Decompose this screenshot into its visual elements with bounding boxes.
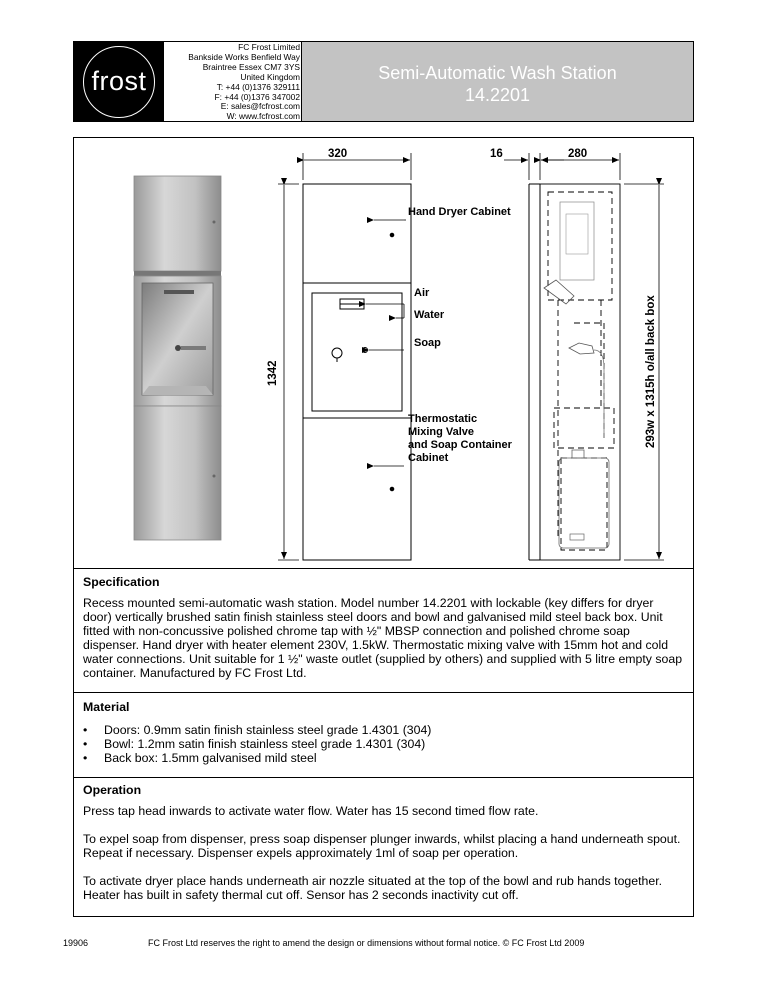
operation-heading: Operation: [83, 783, 142, 797]
document-code: 19906: [63, 938, 89, 948]
drawing-svg: [74, 138, 693, 568]
operation-paragraph: Press tap head inwards to activate water flow. Water has 15 second timed flow rate.: [83, 804, 539, 818]
material-item: • Doors: 0.9mm satin finish stainless steel grade 1.4301 (304): [83, 723, 684, 737]
dimension-height: [278, 184, 299, 560]
address-line: Bankside Works Benfield Way: [188, 51, 300, 62]
label-air: Air: [414, 287, 430, 299]
product-photo: [134, 176, 221, 540]
dimension-width-label: 320: [328, 148, 348, 160]
label-mixing-line3: and Soap Container: [408, 439, 512, 451]
label-mixing-line1: Thermostatic: [408, 413, 478, 425]
footer-disclaimer: FC Frost Ltd reserves the right to amend the design or dimensions without formal notice. © FC Frost Ltd 2009: [148, 938, 585, 948]
product-title: Semi-Automatic Wash Station: [378, 62, 617, 83]
address-line: FC Frost Limited: [238, 42, 300, 52]
address-line: Braintree Essex CM7 3YS: [202, 61, 300, 72]
product-title-box: [301, 42, 693, 121]
specification-heading: Specification: [83, 575, 160, 589]
operation-paragraph: To expel soap from dispenser, press soap dispenser plunger inwards, whilst placing a hand underneath spout. Repeat if necessary. Dispenser expels approximately 1ml of soap per operation.: [83, 832, 681, 860]
label-mixing-line2: Mixing Valve: [408, 426, 475, 438]
specification-section: [74, 575, 693, 693]
label-soap: Soap: [414, 337, 441, 349]
address-phone: T: +44 (0)1376 329111: [216, 81, 300, 92]
logo-text: frost: [91, 66, 147, 96]
logo-ring: [83, 46, 155, 118]
side-elevation: [529, 184, 620, 560]
label-hand-dryer-cabinet: Hand Dryer Cabinet: [408, 206, 511, 218]
callout-lines: [366, 220, 406, 466]
dimension-height-label: 1342: [267, 360, 279, 386]
specification-text: Recess mounted semi-automatic wash station. Model number 14.2201 with lockable (key differs for dryer door) vertically brushed satin finish stainless steel doors and bowl and galvanised mild steel back box. Unit fitted with non-concussive polished chrome tap with ½" MBSP connection and polished chrome soap dispenser. Hand dryer with heater element 230V, 1.5kW. Thermostatic mixing valve with 15mm hot and cold water connections. Unit suitable for 1 ½" waste outlet (supplied by others) and supplied with 5 litre empty soap container. Manufactured by FC Frost Ltd.: [83, 596, 683, 680]
dimension-depth-label: 280: [568, 148, 588, 160]
address-website: W: www.fcfrost.com: [226, 111, 300, 122]
label-water: Water: [414, 309, 445, 321]
material-item: • Bowl: 1.2mm satin finish stainless steel grade 1.4301 (304): [83, 737, 684, 751]
material-item: • Back box: 1.5mm galvanised mild steel: [83, 751, 684, 765]
header: [73, 41, 694, 122]
product-model-number: 14.2201: [464, 84, 531, 105]
dimension-gap-label: 16: [490, 148, 503, 160]
label-mixing-line4: Cabinet: [408, 452, 449, 464]
material-list: [83, 723, 684, 765]
material-heading: Material: [83, 700, 130, 714]
frost-logo: [74, 42, 164, 121]
dimension-width: [303, 153, 411, 180]
front-elevation: [303, 184, 411, 560]
address-fax: F: +44 (0)1376 347002: [214, 91, 300, 102]
address-line: United Kingdom: [240, 71, 300, 82]
material-section: [74, 700, 693, 778]
technical-drawing: [74, 138, 693, 569]
product-sheet-frame: [73, 137, 694, 917]
company-address: [166, 43, 300, 122]
address-email: E: sales@fcfrost.com: [220, 101, 300, 112]
dimension-backbox-label: 293w x 1315h o/all back box: [645, 295, 657, 448]
operation-section: [74, 783, 693, 902]
operation-paragraph: To activate dryer place hands underneath air nozzle situated at the top of the bowl and rub hands together. Heater has built in safety thermal cut off. Sensor has 2 seconds inactivity cut off.: [83, 874, 663, 902]
